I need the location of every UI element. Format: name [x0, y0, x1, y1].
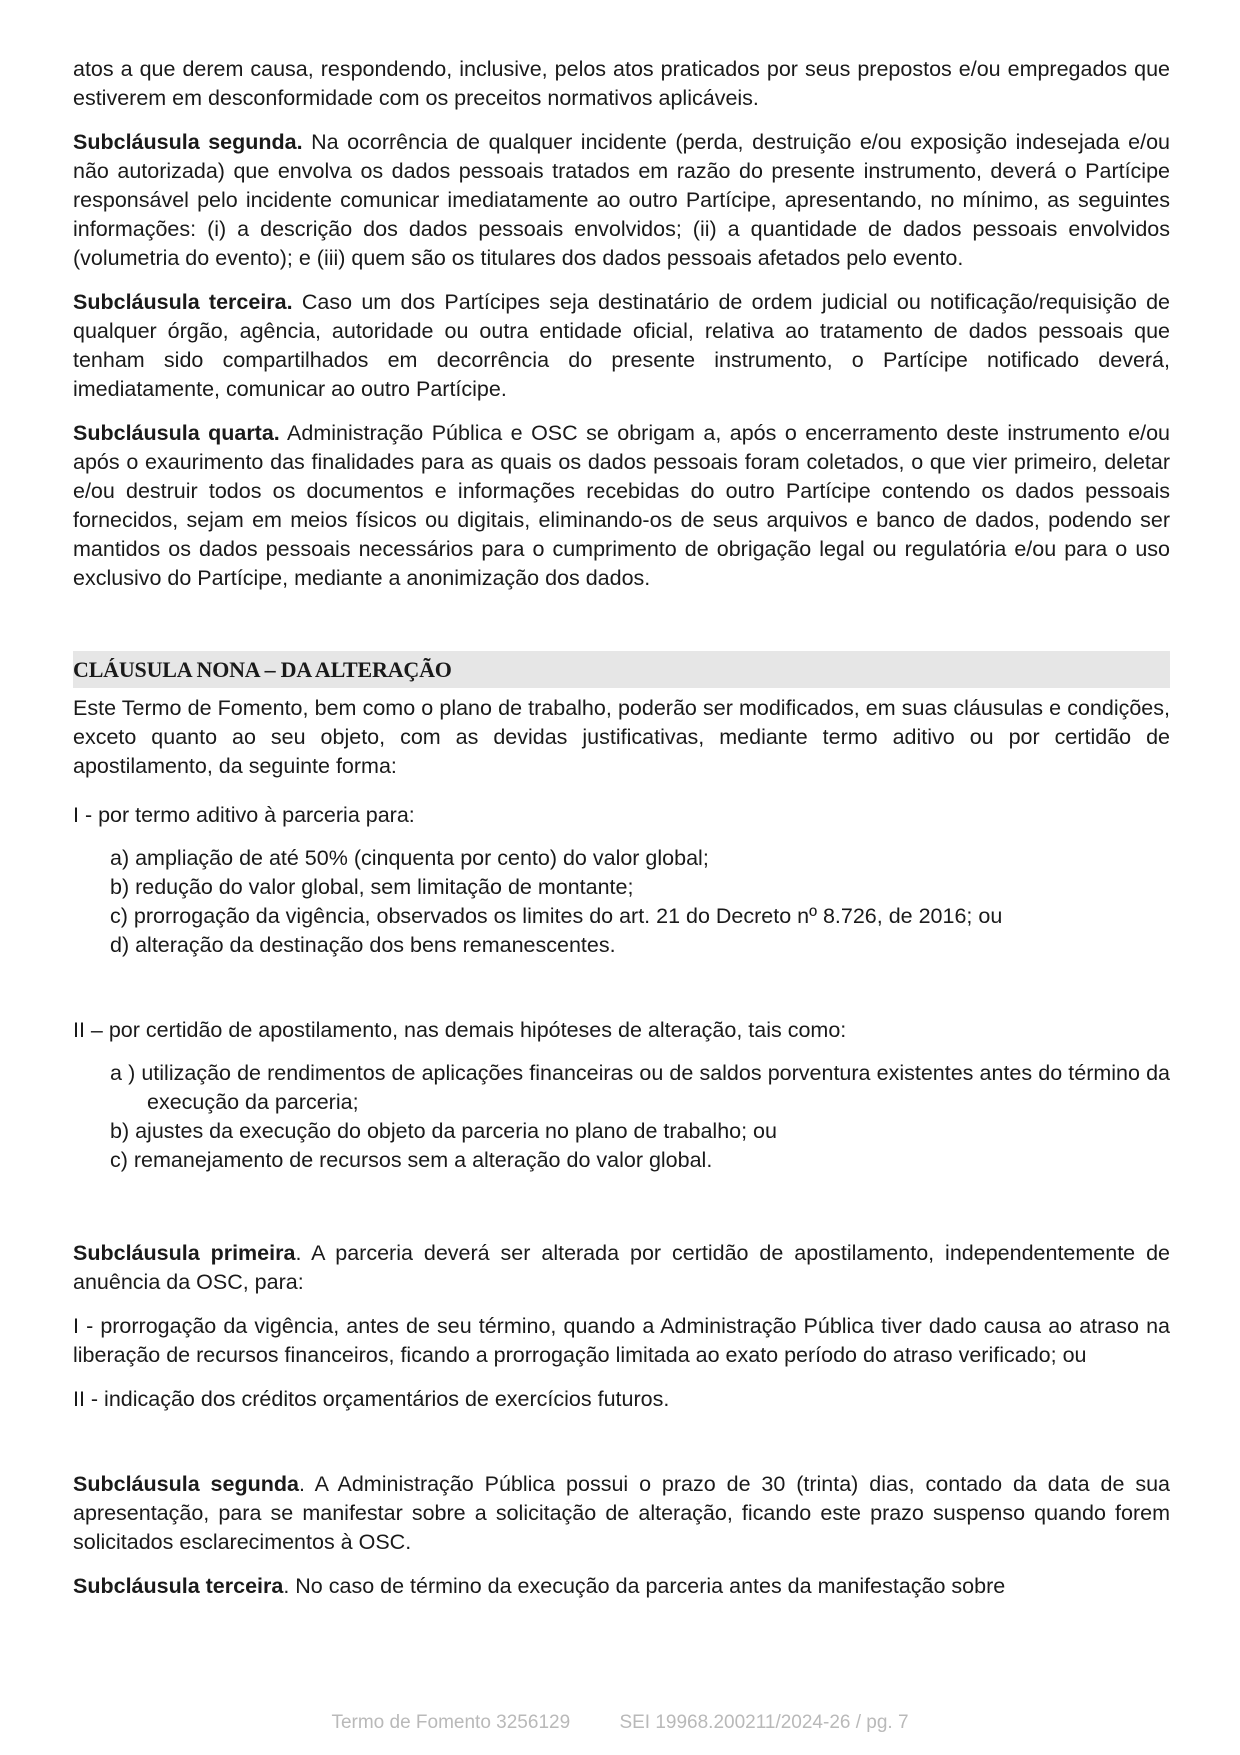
section-heading: CLÁUSULA NONA – DA ALTERAÇÃO [73, 651, 1170, 688]
page-footer [0, 1712, 1240, 1734]
subclause-text: Na ocorrência de qualquer incidente (perda, destruição e/ou exposição indesejada e/ou não autorizada) que envolva os dados pessoais tratados em razão do presente instrumento, deverá o Partícipe responsável pelo incidente comunicar imediatamente ao outro Partícipe, apresentando, no mínimo, as seguintes informações: (i) a descrição dos dados pessoais envolvidos; (ii) a quantidade de dados pessoais envolvidos (volumetria do evento); e (iii) quem são os titulares dos dados pessoais afetados pelo evento. [73, 130, 1170, 270]
list-item: c) prorrogação da vigência, observados os limites do art. 21 do Decreto nº 8.726, de 2016; ou [110, 904, 1003, 928]
document-page [73, 55, 1170, 1601]
item-II: II – por certidão de apostilamento, nas demais hipóteses de alteração, tais como: [73, 1018, 847, 1042]
item-I: I - por termo aditivo à parceria para: [73, 803, 415, 827]
subclause-label: Subcláusula segunda [73, 1472, 299, 1496]
prev-subclause-segunda [73, 128, 1170, 273]
subclause-terceira [73, 1572, 1170, 1601]
subclause-label: Subcláusula quarta. [73, 421, 280, 445]
list-II [110, 1059, 1170, 1175]
list-item: a ) utilização de rendimentos de aplicações financeiras ou de saldos porventura existentes antes do término da execução da parceria; [110, 1061, 1170, 1114]
subclause-label: Subcláusula terceira [73, 1574, 284, 1598]
clause-intro: Este Termo de Fomento, bem como o plano de trabalho, poderão ser modificados, em suas cláusulas e condições, exceto quanto ao seu objeto, com as devidas justificativas, mediante termo aditivo ou por certidão de apostilamento, da seguinte forma: [73, 696, 1170, 778]
list-item: a) ampliação de até 50% (cinquenta por cento) do valor global; [110, 846, 709, 870]
subclause-text: . No caso de término da execução da parceria antes da manifestação sobre [283, 1574, 1006, 1598]
subclause-primeira [73, 1239, 1170, 1297]
subclause-text: Administração Pública e OSC se obrigam a, após o encerramento deste instrumento e/ou após o exaurimento das finalidades para as quais os dados pessoais foram coletados, o que vier primeiro, deletar e/ou destruir todos os documentos e informações recebidas do outro Partícipe contendo os dados pessoais fornecidos, sejam em meios físicos ou digitais, eliminando-os de seus arquivos e banco de dados, podendo ser mantidos os dados pessoais necessários para o cumprimento de obrigação legal ou regulatória e/ou para o uso exclusivo do Partícipe, mediante a anonimização dos dados. [73, 421, 1170, 590]
list-I [110, 844, 1170, 960]
prev-subclause-quarta [73, 419, 1170, 593]
subclause-segunda [73, 1470, 1170, 1557]
subclause-text: Caso um dos Partícipes seja destinatário de ordem judicial ou notificação/requisição de qualquer órgão, agência, autoridade ou outra entidade oficial, relativa ao tratamento de dados pessoais que tenham sido compartilhados em decorrência do presente instrumento, o Partícipe notificado deverá, imediatamente, comunicar ao outro Partícipe. [73, 290, 1171, 401]
footer-doc-ref: Termo de Fomento 3256129 [331, 1712, 571, 1733]
subclause-text: . A parceria deverá ser alterada por certidão de apostilamento, independentemente de anuência da OSC, para: [73, 1241, 1170, 1294]
list-item: b) ajustes da execução do objeto da parceria no plano de trabalho; ou [110, 1119, 777, 1143]
list-item: d) alteração da destinação dos bens remanescentes. [110, 933, 616, 957]
subclause-primeira-item-I: I - prorrogação da vigência, antes de seu término, quando a Administração Pública tiver dado causa ao atraso na liberação de recursos financeiros, ficando a prorrogação limitada ao exato período do atraso verificado; ou [73, 1314, 1170, 1367]
list-item: c) remanejamento de recursos sem a alteração do valor global. [110, 1148, 713, 1172]
subclause-primeira-item-II: II - indicação dos créditos orçamentários de exercícios futuros. [73, 1387, 670, 1411]
subclause-label: Subcláusula segunda. [73, 130, 303, 154]
subclause-text: . A Administração Pública possui o prazo de 30 (trinta) dias, contado da data de sua apresentação, para se manifestar sobre a solicitação de alteração, ficando este prazo suspenso quando forem solicitados esclarecimentos à OSC. [73, 1472, 1170, 1554]
footer-sei-ref: SEI 19968.200211/2024-26 / pg. 7 [619, 1712, 909, 1733]
subclause-label: Subcláusula terceira. [73, 290, 293, 314]
list-item: b) redução do valor global, sem limitação de montante; [110, 875, 634, 899]
prev-subclause-terceira [73, 288, 1170, 404]
subclause-label: Subcláusula primeira [73, 1241, 296, 1265]
intro-continuation: atos a que derem causa, respondendo, inclusive, pelos atos praticados por seus prepostos e/ou empregados que estiverem em desconformidade com os preceitos normativos aplicáveis. [73, 57, 1170, 110]
